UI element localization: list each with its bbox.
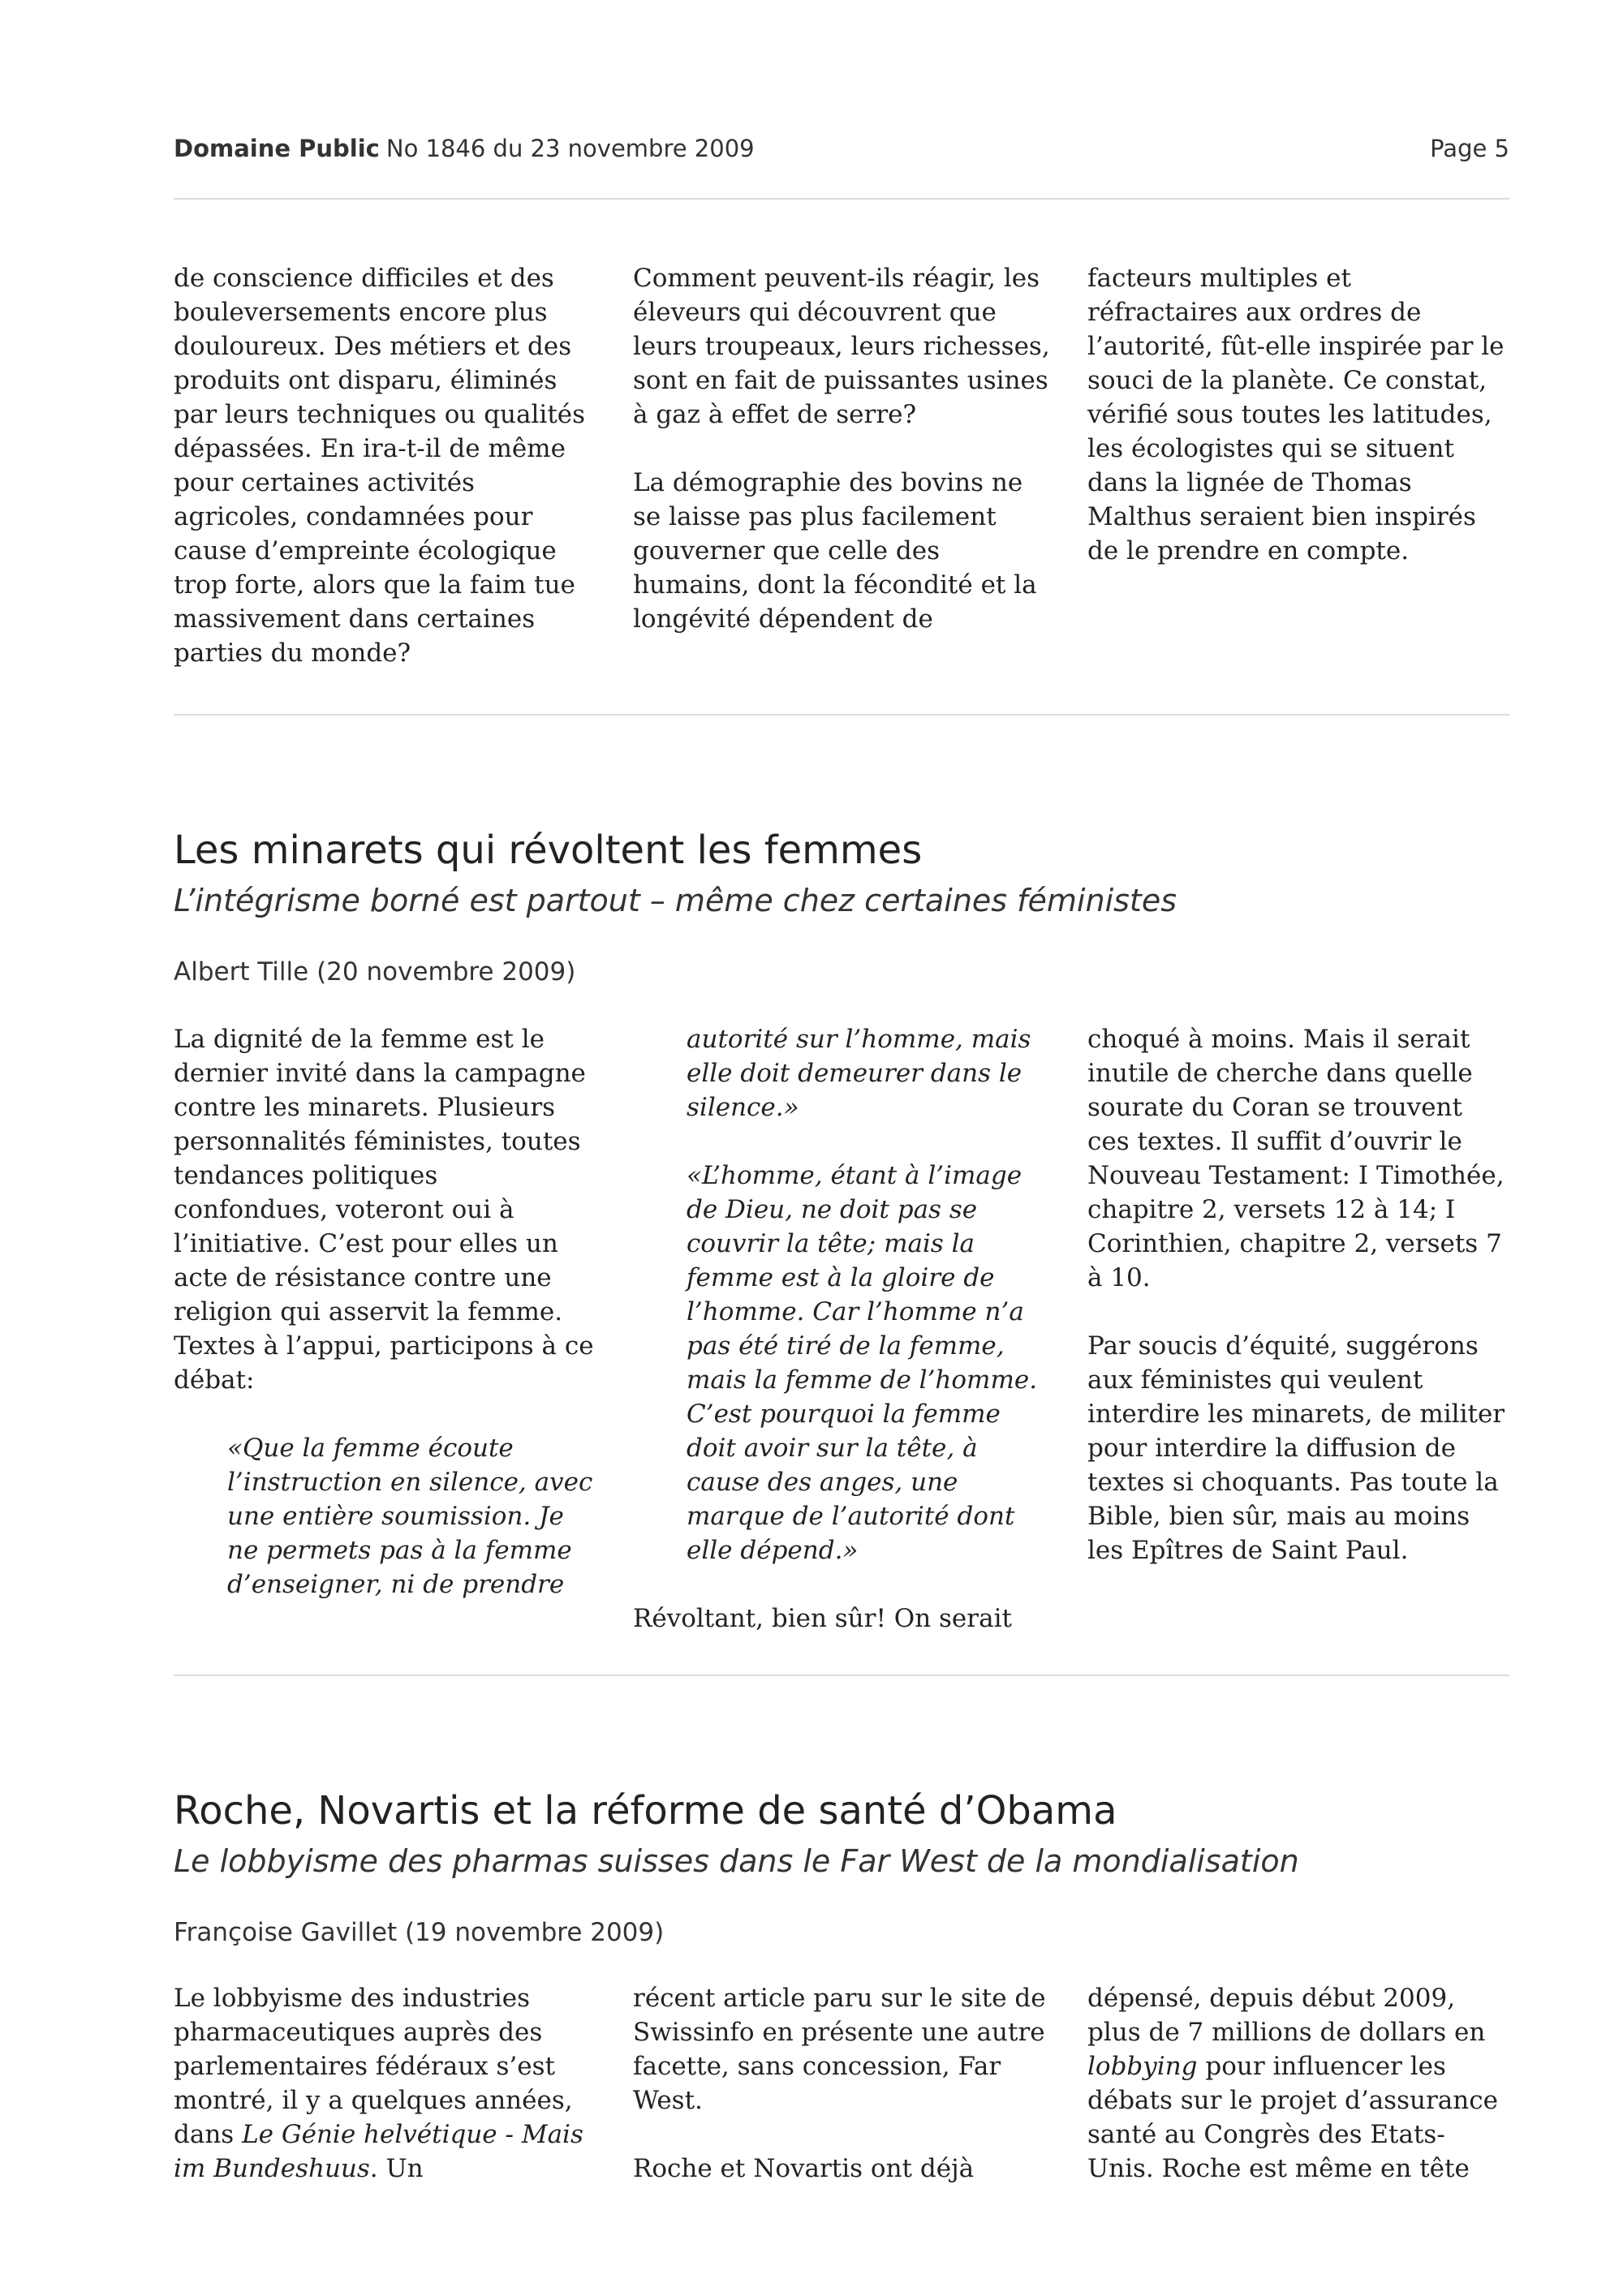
paragraph: Par soucis d’équité, suggérons aux féministes qui veulent interdire les minarets, de militer pour interdire la diffusion de textes si choquants. Pas toute la Bible, bien sûr, mais au moins les Epîtres de Saint Paul.	[1087, 1331, 1505, 1565]
paragraph: récent article paru sur le site de Swissinfo en présente une autre facette, sans concession, Far West.	[633, 1984, 1046, 2115]
quote: «L’homme, étant à l’image de Dieu, ne doit pas se couvrir la tête; mais la femme est à la gloire de l’homme. Car l’homme n’a pas été tiré de la femme, mais la femme de l’homme. C’est pourquoi la femme doit avoir sur la tête, à cause des anges, une marque de l’autorité dont elle dépend.»	[687, 1161, 1038, 1565]
page-header	[174, 135, 1509, 167]
article-column-2	[633, 1022, 1055, 1636]
publication-name: Domaine Public	[174, 135, 380, 162]
quote: autorité sur l’homme, mais elle doit demeurer dans le silence.»	[687, 1025, 1031, 1122]
paragraph: facteurs multiples et réfractaires aux ordres de l’autorité, fût-elle inspirée par le souci de la planète. Ce constat, vérifié sous toutes les latitudes, les écologistes qui se situent dans la lignée de Thomas Malthus seraient bien inspirés de le prendre en compte.	[1087, 264, 1505, 565]
article-title: Les minarets qui révoltent les femmes	[174, 828, 923, 873]
paragraph: choqué à moins. Mais il serait inutile de cherche dans quelle sourate du Coran se trouvent ces textes. Il suffit d’ouvrir le Nouveau Testament: I Timothée, chapitre 2, versets 12 à 14; I Corinthien, chapitre 2, versets 7 à 10.	[1087, 1025, 1505, 1292]
page-number: Page 5	[1430, 135, 1509, 162]
article-subtitle: Le lobbyisme des pharmas suisses dans le Far West de la mondialisation	[174, 1843, 1299, 1879]
article-column-3	[1087, 1022, 1509, 1567]
article-column-2	[633, 1981, 1055, 2186]
article-author: Albert Tille (20 novembre 2009)	[174, 957, 576, 987]
article-column-3	[1087, 1981, 1509, 2186]
section-divider	[174, 714, 1509, 716]
section-divider	[174, 1675, 1509, 1676]
article-column-1	[174, 1022, 596, 1602]
paragraph: Roche et Novartis ont déjà	[633, 2154, 975, 2183]
article-author: Françoise Gavillet (19 novembre 2009)	[174, 1918, 665, 1947]
paragraph: La démographie des bovins ne se laisse pas plus facilement gouverner que celle des humains, dont la fécondité et la longévité dépendent de	[633, 468, 1037, 634]
paragraph: de conscience difficiles et des bouleversements encore plus douloureux. Des métiers et des produits ont disparu, éliminés par leurs techniques ou qualités dépassées. En ira-t-il de même pour certaines activités agricoles, condamnées pour cause d’empreinte écologique trop forte, alors que la faim tue massivement dans certaines parties du monde?	[174, 264, 586, 668]
issue-info: No 1846 du 23 novembre 2009	[385, 135, 755, 162]
paragraph: dépensé, depuis début 2009, plus de 7 millions de dollars en lobbying pour influencer les débats sur le projet d’assurance santé au Congrès des Etats-Unis. Roche est même en tête	[1087, 1984, 1498, 2183]
paragraph: Le lobbyisme des industries pharmaceutiques auprès des parlementaires fédéraux s’est montré, il y a quelques années, dans Le Génie helvétique - Mais im Bundeshuus. Un	[174, 1984, 583, 2183]
paragraph: Comment peuvent-ils réagir, les éleveurs qui découvrent que leurs troupeaux, leurs richesses, sont en fait de puissantes usines à gaz à effet de serre?	[633, 264, 1050, 429]
header-divider	[174, 198, 1509, 200]
emphasis: lobbying	[1087, 2052, 1198, 2081]
continuation-column-2	[633, 261, 1055, 636]
continuation-column-1	[174, 261, 596, 670]
article-title: Roche, Novartis et la réforme de santé d’Obama	[174, 1788, 1117, 1834]
paragraph: La dignité de la femme est le dernier invité dans la campagne contre les minarets. Plusieurs personnalités féministes, toutes tendances politiques confondues, voteront oui à l’initiative. C’est pour elles un acte de résistance contre une religion qui asservit la femme. Textes à l’appui, participons à ce débat:	[174, 1025, 594, 1395]
article-subtitle: L’intégrisme borné est partout – même chez certaines féministes	[174, 883, 1177, 918]
article-column-1	[174, 1981, 596, 2186]
book-title: Le Génie helvétique - Mais im Bundeshuus	[174, 2120, 583, 2183]
continuation-column-3	[1087, 261, 1509, 568]
quote: «Que la femme écoute l’instruction en silence, avec une entière soumission. Je ne permets pas à la femme d’enseigner, ni de prendre	[227, 1434, 593, 1599]
paragraph: Révoltant, bien sûr! On serait	[633, 1604, 1012, 1633]
